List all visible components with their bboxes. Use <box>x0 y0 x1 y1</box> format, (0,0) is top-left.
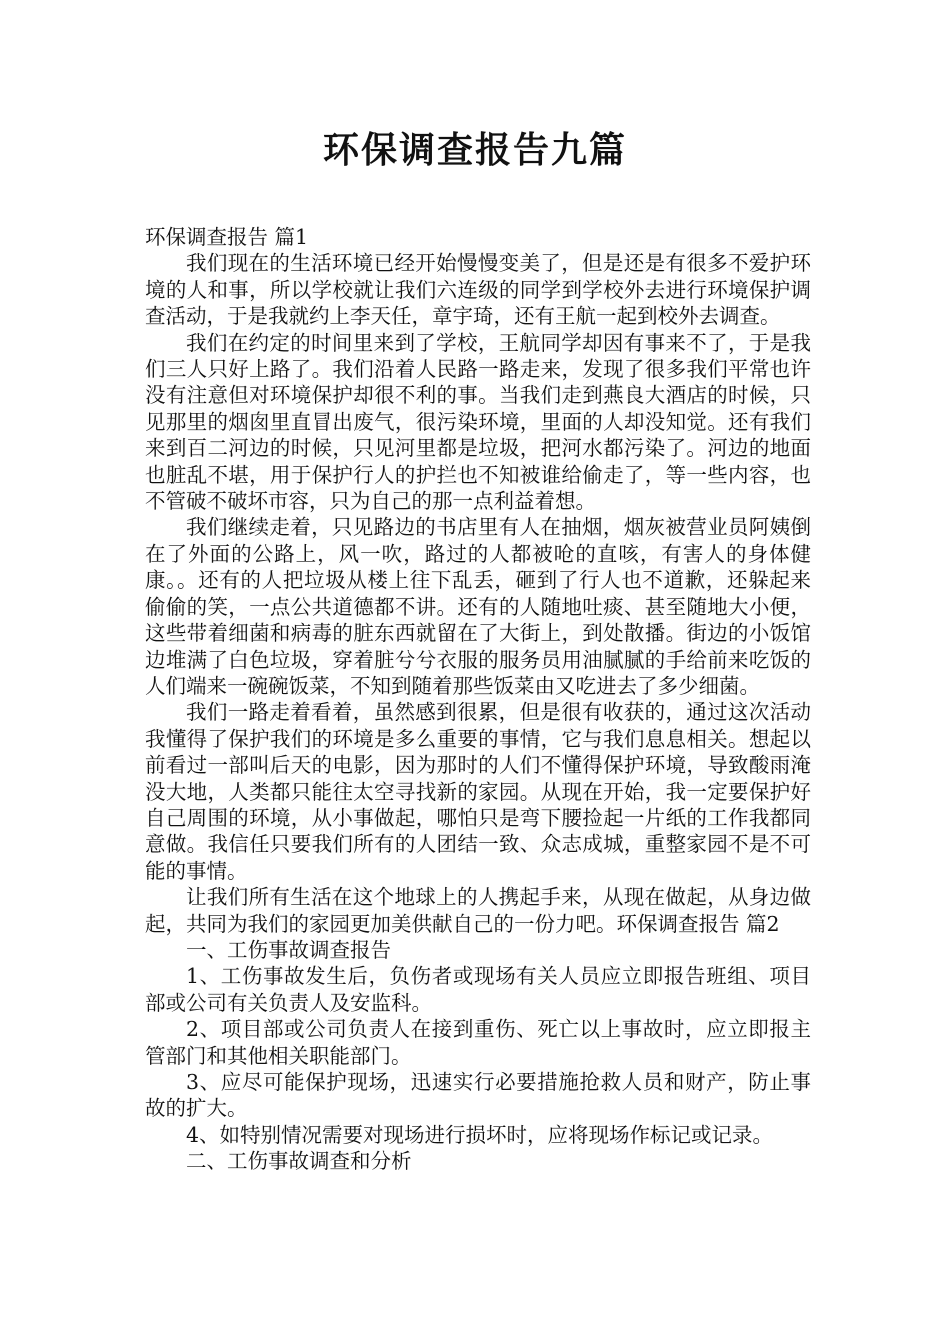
section-heading: 环保调查报告 篇1 <box>145 225 309 249</box>
list-item: 3、应尽可能保护现场，迅速实行必要措施抢救人员和财产，防止事故的扩大。 <box>145 1070 811 1121</box>
paragraph: 我们一路走着看着，虽然感到很累，但是很有收获的，通过这次活动我懂得了保护我们的环境是多么重要的事情，它与我们息息相关。想起以前看过一部叫后天的电影，因为那时的人们不懂得保护环境，导致酸雨淹没大地，人类都只能往太空寻找新的家园。从现在开始，我一定要保护好自己周围的环境，从小事做起，哪怕只是弯下腰捡起一片纸的工作我都同意做。我信任只要我们所有的人团结一致、众志成城，重整家园不是不可能的事情。 <box>145 700 811 883</box>
subsection-heading: 一、工伤事故调查报告 <box>186 937 391 962</box>
paragraph: 让我们所有生活在这个地球上的人携起手来，从现在做起，从身边做起，共同为我们的家园更加美供献自己的一份力吧。环保调查报告 篇2 <box>145 885 811 936</box>
paragraph: 我们现在的生活环境已经开始慢慢变美了，但是还是有很多不爱护环境的人和事，所以学校就让我们六连级的同学到学校外去进行环境保护调查活动，于是我就约上李天任，章宇琦，还有王航一起到校外去调查。 <box>145 251 811 329</box>
paragraph: 我们在约定的时间里来到了学校，王航同学却因有事来不了，于是我们三人只好上路了。我们沿着人民路一路走来，发现了很多我们平常也许没有注意但对环境保护却很不利的事。当我们走到燕良大酒店的时候，只见那里的烟囱里直冒出废气，很污染环境，里面的人却没知觉。还有我们来到百二河边的时候，只见河里都是垃圾，把河水都污染了。河边的地面也脏乱不堪，用于保护行人的护拦也不知被谁给偷走了，等一些内容，也不管破不破坏市容，只为自己的那一点利益着想。 <box>145 330 811 514</box>
document-body <box>145 224 811 1175</box>
document-title: 环保调查报告九篇 <box>322 130 627 171</box>
paragraph: 我们继续走着，只见路边的书店里有人在抽烟，烟灰被营业员阿姨倒在了外面的公路上，风一吹，路过的人都被呛的直咳，有害人的身体健康。。还有的人把垃圾从楼上往下乱丢，砸到了行人也不道歉，还躲起来偷偷的笑，一点公共道德都不讲。还有的人随地吐痰、甚至随地大小便，这些带着细菌和病毒的脏东西就留在了大街上，到处散播。街边的小饭馆边堆满了白色垃圾，穿着脏兮兮衣服的服务员用油腻腻的手给前来吃饭的人们端来一碗碗饭菜，不知到随着那些饭菜由又吃进去了多少细菌。 <box>145 515 811 698</box>
list-item: 1、工伤事故发生后，负伤者或现场有关人员应立即报告班组、项目部或公司有关负责人及安监科。 <box>145 964 811 1015</box>
subsection-heading: 二、工伤事故调查和分析 <box>186 1149 412 1174</box>
list-item: 4、如特别情况需要对现场进行损坏时，应将现场作标记或记录。 <box>186 1122 774 1147</box>
list-item: 2、项目部或公司负责人在接到重伤、死亡以上事故时，应立即报主管部门和其他相关职能部门。 <box>145 1017 811 1068</box>
